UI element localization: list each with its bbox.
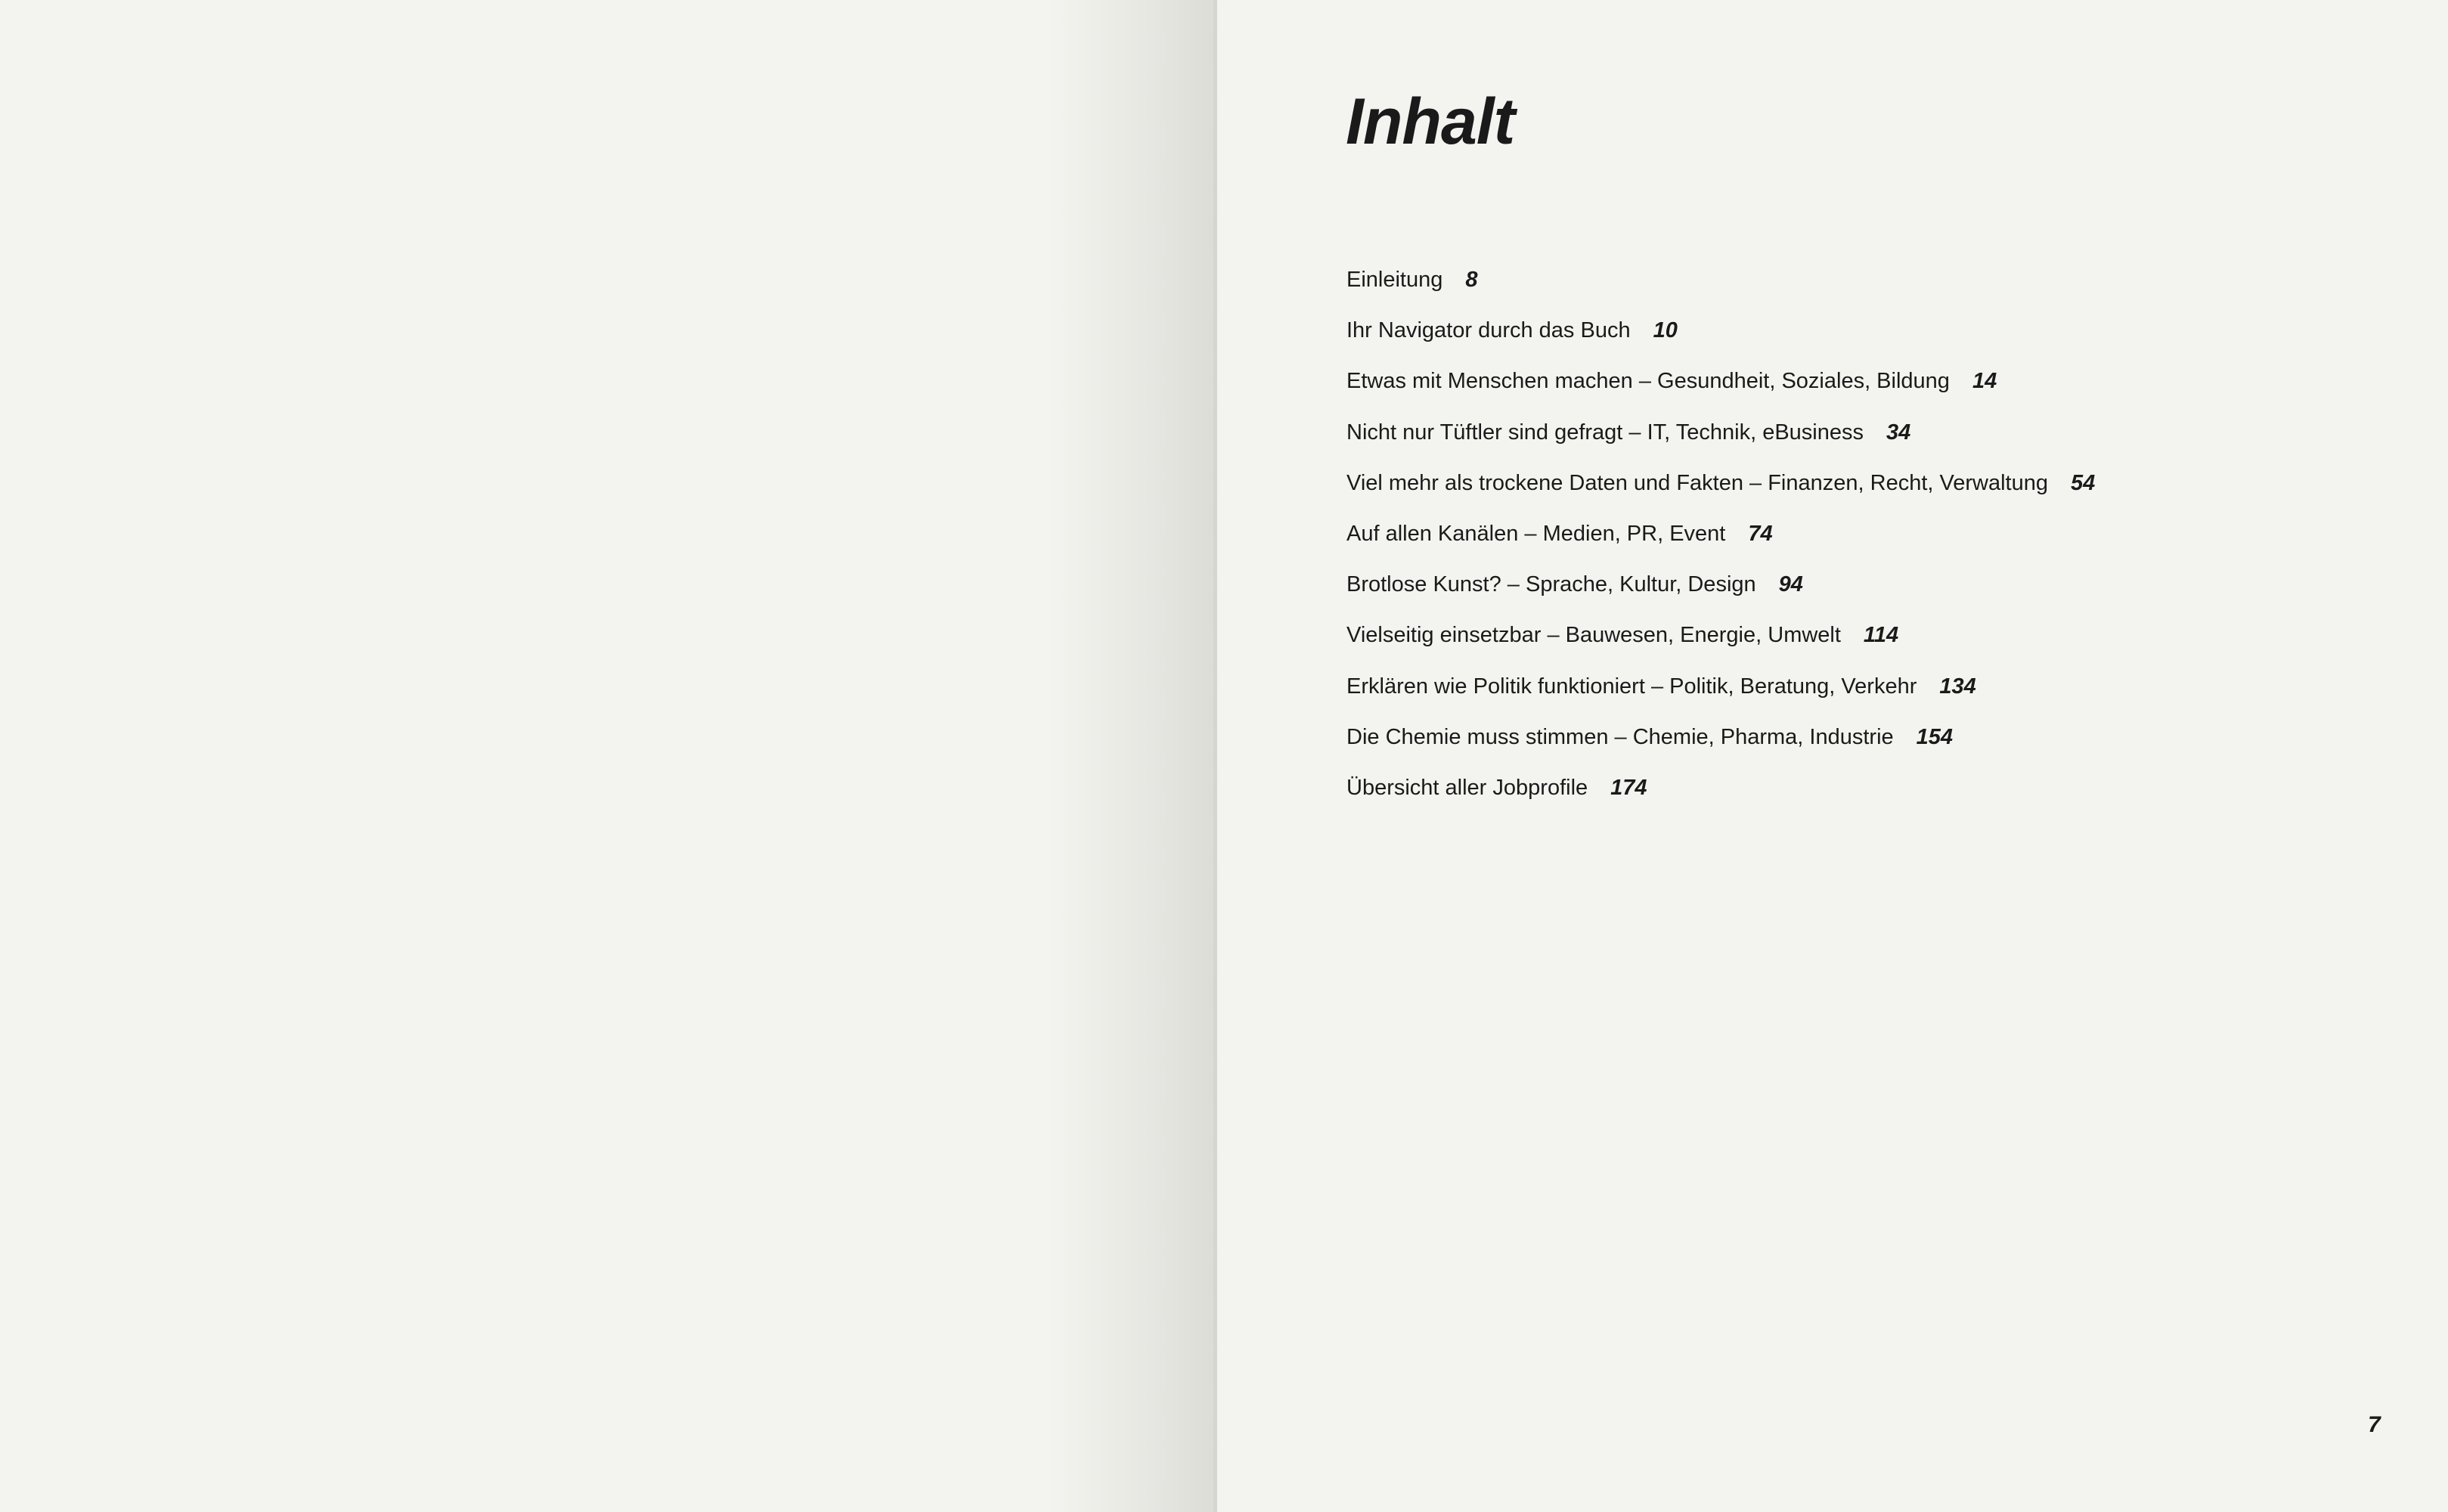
toc-entry[interactable] [1346, 516, 2095, 566]
toc-entry-page: 114 [1863, 623, 1899, 648]
toc-entry[interactable] [1346, 465, 2095, 516]
toc-entry-label: Viel mehr als trockene Daten und Fakten – Finanzen, Recht, Verwaltung [1346, 470, 2048, 495]
table-of-contents [1346, 262, 2095, 820]
toc-entry[interactable] [1346, 719, 2095, 770]
toc-entry-page: 8 [1465, 268, 1478, 292]
toc-entry-label: Die Chemie muss stimmen – Chemie, Pharma, Industrie [1346, 724, 1894, 749]
toc-entry-label: Erklären wie Politik funktioniert – Politik, Beratung, Verkehr [1346, 674, 1917, 699]
toc-entry-page: 94 [1778, 572, 1803, 597]
toc-entry-page: 34 [1886, 420, 1911, 445]
toc-entry-label: Brotlose Kunst? – Sprache, Kultur, Design [1346, 572, 1756, 597]
toc-entry-page: 14 [1972, 369, 1997, 394]
toc-entry-label: Nicht nur Tüftler sind gefragt – IT, Technik, eBusiness [1346, 420, 1864, 445]
toc-entry[interactable] [1346, 566, 2095, 617]
toc-entry-page: 10 [1653, 318, 1678, 343]
toc-entry-page: 134 [1939, 674, 1976, 699]
toc-entry-page: 74 [1748, 521, 1773, 546]
toc-entry[interactable] [1346, 414, 2095, 465]
toc-entry[interactable] [1346, 312, 2095, 363]
left-page [0, 0, 1217, 1512]
toc-entry[interactable] [1346, 262, 2095, 312]
toc-entry-page: 174 [1610, 775, 1647, 800]
toc-entry-label: Etwas mit Menschen machen – Gesundheit, Soziales, Bildung [1346, 369, 1950, 394]
toc-entry-label: Übersicht aller Jobprofile [1346, 775, 1588, 800]
toc-entry-label: Ihr Navigator durch das Buch [1346, 318, 1631, 343]
toc-entry-page: 54 [2071, 470, 2096, 495]
toc-entry-label: Einleitung [1346, 268, 1443, 292]
toc-entry[interactable] [1346, 363, 2095, 414]
toc-entry[interactable] [1346, 770, 2095, 820]
toc-entry[interactable] [1346, 668, 2095, 719]
toc-entry[interactable] [1346, 617, 2095, 668]
toc-entry-label: Auf allen Kanälen – Medien, PR, Event [1346, 521, 1726, 546]
toc-title: Inhalt [1346, 85, 1515, 158]
page-number: 7 [2368, 1412, 2381, 1437]
toc-entry-label: Vielseitig einsetzbar – Bauwesen, Energie, Umwelt [1346, 623, 1841, 648]
toc-entry-page: 154 [1916, 724, 1954, 749]
